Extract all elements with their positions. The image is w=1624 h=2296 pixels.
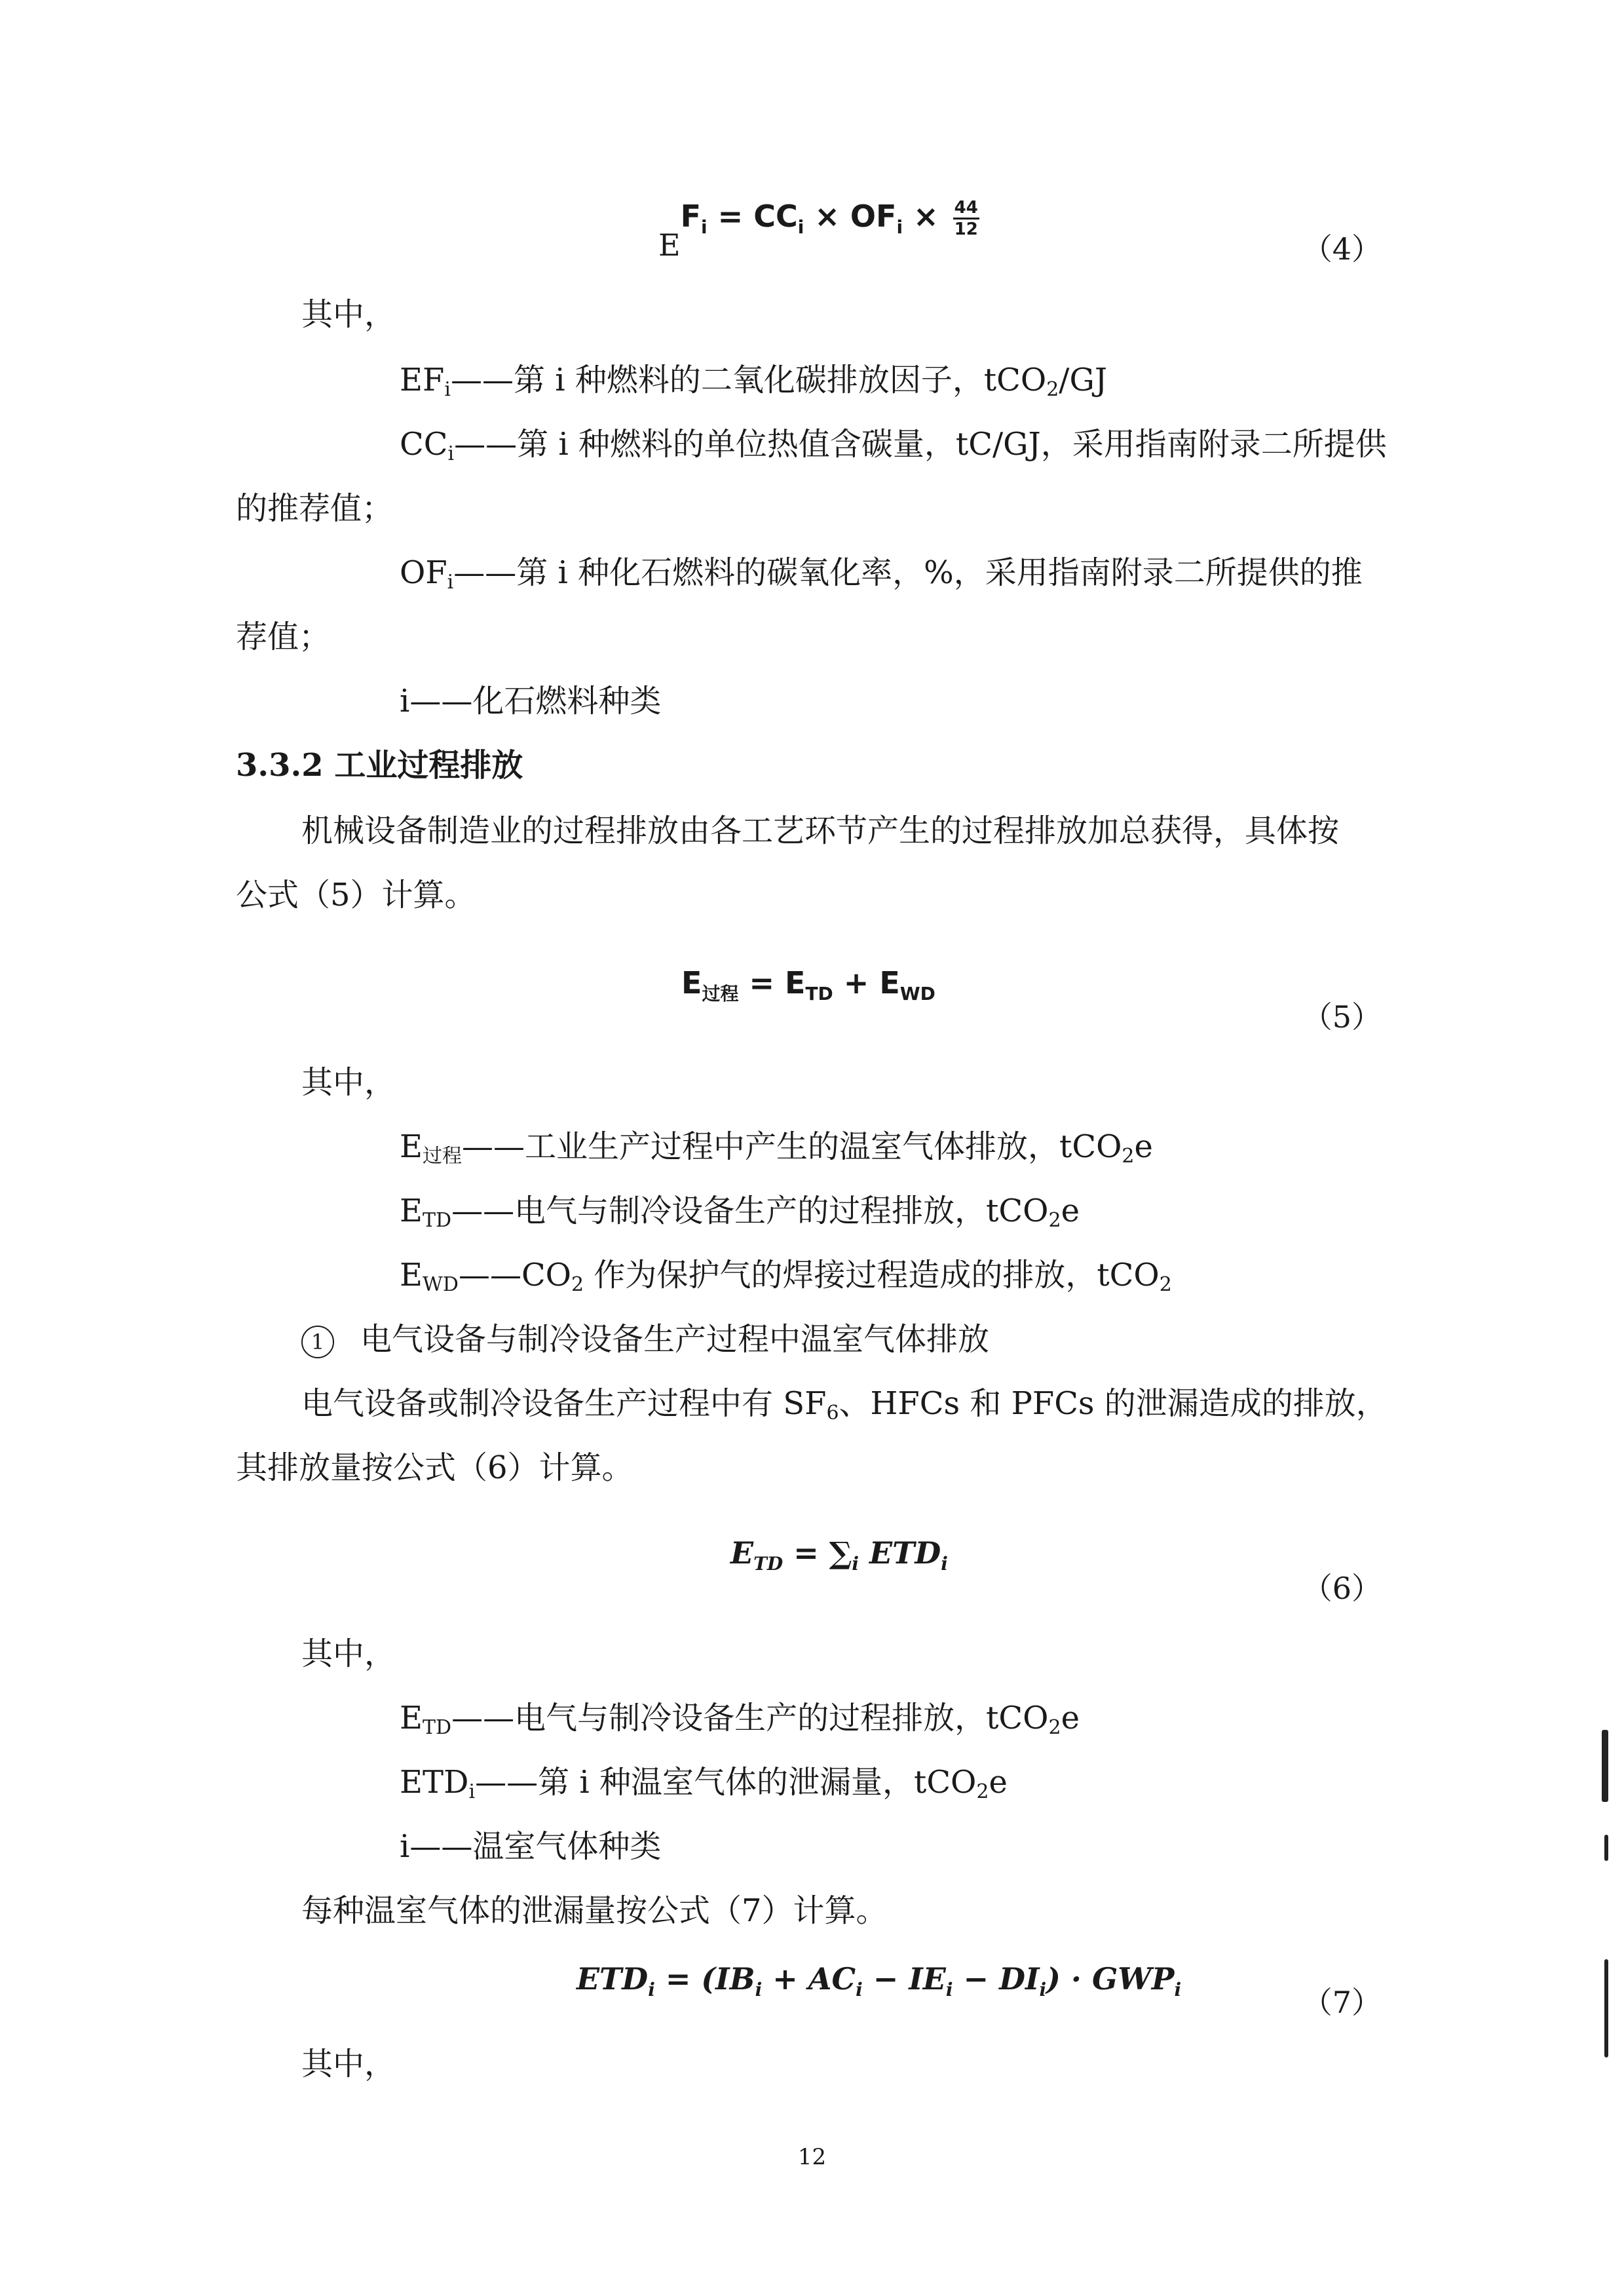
def-ef-sub: i [444,378,451,401]
def-eguo-sub: 过程 [423,1145,463,1168]
eq7-ac-sub: i [856,1979,863,2000]
eq7-ac: + AC [762,1961,856,1997]
paragraph-1-line-2: 公式（5）计算。 [236,877,476,913]
def-ewd-symbol: E [400,1257,423,1293]
eq5-mid: = E [738,965,806,1001]
eq7-ib: = (IB [654,1961,755,1997]
def-etdi-text: ——第 i 种温室气体的泄漏量，tCO [475,1764,977,1801]
def-cc-symbol: CC [400,426,448,463]
page-number: 12 [797,2144,827,2170]
scan-edge-mark-1 [1602,1730,1608,1802]
eq4-frac-den: 12 [954,220,978,239]
def-of-symbol: OF [400,554,447,591]
eq4-times: × [903,199,939,234]
eq6-lhs: E [730,1535,754,1571]
eq6-rhs-sub: i [941,1553,948,1575]
def-ewd-sub3: 2 [1159,1273,1172,1296]
para2-text-b: 、HFCs 和 PFCs 的泄漏造成的排放， [839,1385,1388,1422]
def-etd-sub: TD [423,1209,452,1232]
def-etd-unit: e [1061,1193,1080,1229]
eq7-lhs: ETD [576,1961,649,1997]
equation-7 [576,1959,1181,2010]
def-etdi-unit: e [989,1764,1008,1801]
scan-edge-mark-2 [1604,1835,1608,1861]
section-heading-3-3-2: 3.3.2 工业过程排放 [236,747,523,784]
eq7-lhs-sub: i [648,1979,655,2000]
def-etd [400,1191,1080,1240]
where-label-3: 其中， [301,1636,396,1672]
equation-5 [681,963,935,1014]
def-eguo-symbol: E [400,1128,423,1165]
eq6-sum: = ∑ [783,1535,852,1571]
def-etd2-sub: TD [423,1716,452,1739]
eq4-frac-num: 44 [953,198,979,220]
def-cc [400,425,1387,474]
list-item-1-text: 电气设备与制冷设备生产过程中温室气体排放 [360,1321,990,1358]
paragraph-2-line-1 [301,1384,1388,1433]
equation-6-number: （6） [1302,1571,1382,1606]
para2-text-a: 电气设备或制冷设备生产过程中有 SF [301,1385,827,1422]
equation-4-number: （4） [1302,231,1382,267]
def-ewd-text: ——CO [458,1257,572,1293]
eq6-sum-sub: i [852,1553,859,1575]
eq4-of-sub: i [896,216,903,238]
def-of [400,553,1363,602]
circled-number-1: 1 [301,1326,334,1358]
def-etdi-sub: i [468,1780,476,1803]
eq4-of: × OF [804,199,897,234]
def-etdi-sub2: 2 [976,1780,989,1803]
eq7-gwp-sub: i [1174,1979,1182,2000]
def-ef-sub2: 2 [1046,378,1059,401]
eq4-cc: = CC [717,199,798,234]
def-ef [400,360,1107,410]
def-etd-symbol: E [400,1193,423,1229]
equation-6 [730,1533,948,1584]
eq5-plus: + E [833,965,900,1001]
def-etd-text: ——电气与制冷设备生产的过程排放，tCO [451,1193,1049,1229]
eq7-ie: − IE [862,1961,946,1997]
def-eguo-unit: e [1134,1128,1153,1165]
def-cc-text: ——第 i 种燃料的单位热值含碳量，tC/GJ，采用指南附录二所提供 [454,426,1387,463]
eq5-lhs: E [681,965,702,1001]
where-label-4: 其中， [301,2046,396,2082]
equation-4 [658,197,979,263]
eq7-di-sub: i [1039,1979,1047,2000]
def-eguo-sub2: 2 [1122,1145,1135,1168]
eq7-ie-sub: i [945,1979,953,2000]
def-etd-sub2: 2 [1048,1209,1061,1232]
def-cc-continued: 的推荐值； [236,490,394,527]
eq6-lhs-sub: TD [753,1553,784,1575]
def-of-sub: i [447,571,454,594]
where-label-2: 其中， [301,1064,396,1101]
where-label-1: 其中， [301,296,396,333]
eq5-lhs-sub: 过程 [702,983,739,1004]
def-i-gas: i——温室气体种类 [400,1828,662,1865]
def-ef-unit: /GJ [1059,362,1108,398]
list-item-1 [301,1320,989,1359]
eq6-rhs: ETD [859,1535,941,1571]
paragraph-2-line-2: 其排放量按公式（6）计算。 [236,1449,633,1486]
eq7-di: − DI [953,1961,1040,1997]
paragraph-1-line-1: 机械设备制造业的过程排放由各工艺环节产生的过程排放加总获得，具体按 [301,813,1340,849]
paragraph-3: 每种温室气体的泄漏量按公式（7）计算。 [301,1892,888,1929]
eq4-cc-sub: i [797,216,804,238]
eq4-fraction [953,198,979,239]
scan-edge-mark-3 [1604,1959,1608,2057]
def-i-fuel: i——化石燃料种类 [400,683,662,719]
equation-7-number: （7） [1302,1985,1382,2020]
def-etd2-unit: e [1061,1700,1080,1736]
def-ef-symbol: EF [400,362,445,398]
def-of-continued: 荐值； [236,619,331,655]
def-ef-text: ——第 i 种燃料的二氧化碳排放因子，tCO [450,362,1047,398]
eq4-e: E [658,227,681,263]
def-e-guocheng [400,1127,1153,1176]
eq5-wd-sub: WD [899,983,935,1004]
def-ewd-text2: 作为保护气的焊接过程造成的排放，tCO [584,1257,1160,1293]
def-ewd-sub: WD [423,1273,459,1296]
def-etdi-symbol: ETD [400,1764,469,1801]
eq7-gwp: ) · GWP [1046,1961,1175,1997]
def-cc-sub: i [447,442,455,465]
eq4-f-sub: i [701,216,708,238]
def-of-text: ——第 i 种化石燃料的碳氧化率，%，采用指南附录二所提供的推 [453,554,1363,591]
def-etd2-text: ——电气与制冷设备生产的过程排放，tCO [451,1700,1049,1736]
eq7-ib-sub: i [755,1979,763,2000]
eq4-f: F [680,199,702,234]
equation-5-number: （5） [1302,999,1382,1035]
def-etd2-symbol: E [400,1700,423,1736]
def-ewd [400,1255,1172,1305]
para2-sub: 6 [826,1402,839,1425]
eq5-td-sub: TD [805,983,833,1004]
def-ewd-sub2: 2 [571,1273,584,1296]
def-eguo-text: ——工业生产过程中产生的温室气体排放，tCO [462,1128,1122,1165]
def-etdi [400,1763,1008,1812]
def-etd2-sub2: 2 [1048,1716,1061,1739]
def-etd-2 [400,1698,1080,1748]
